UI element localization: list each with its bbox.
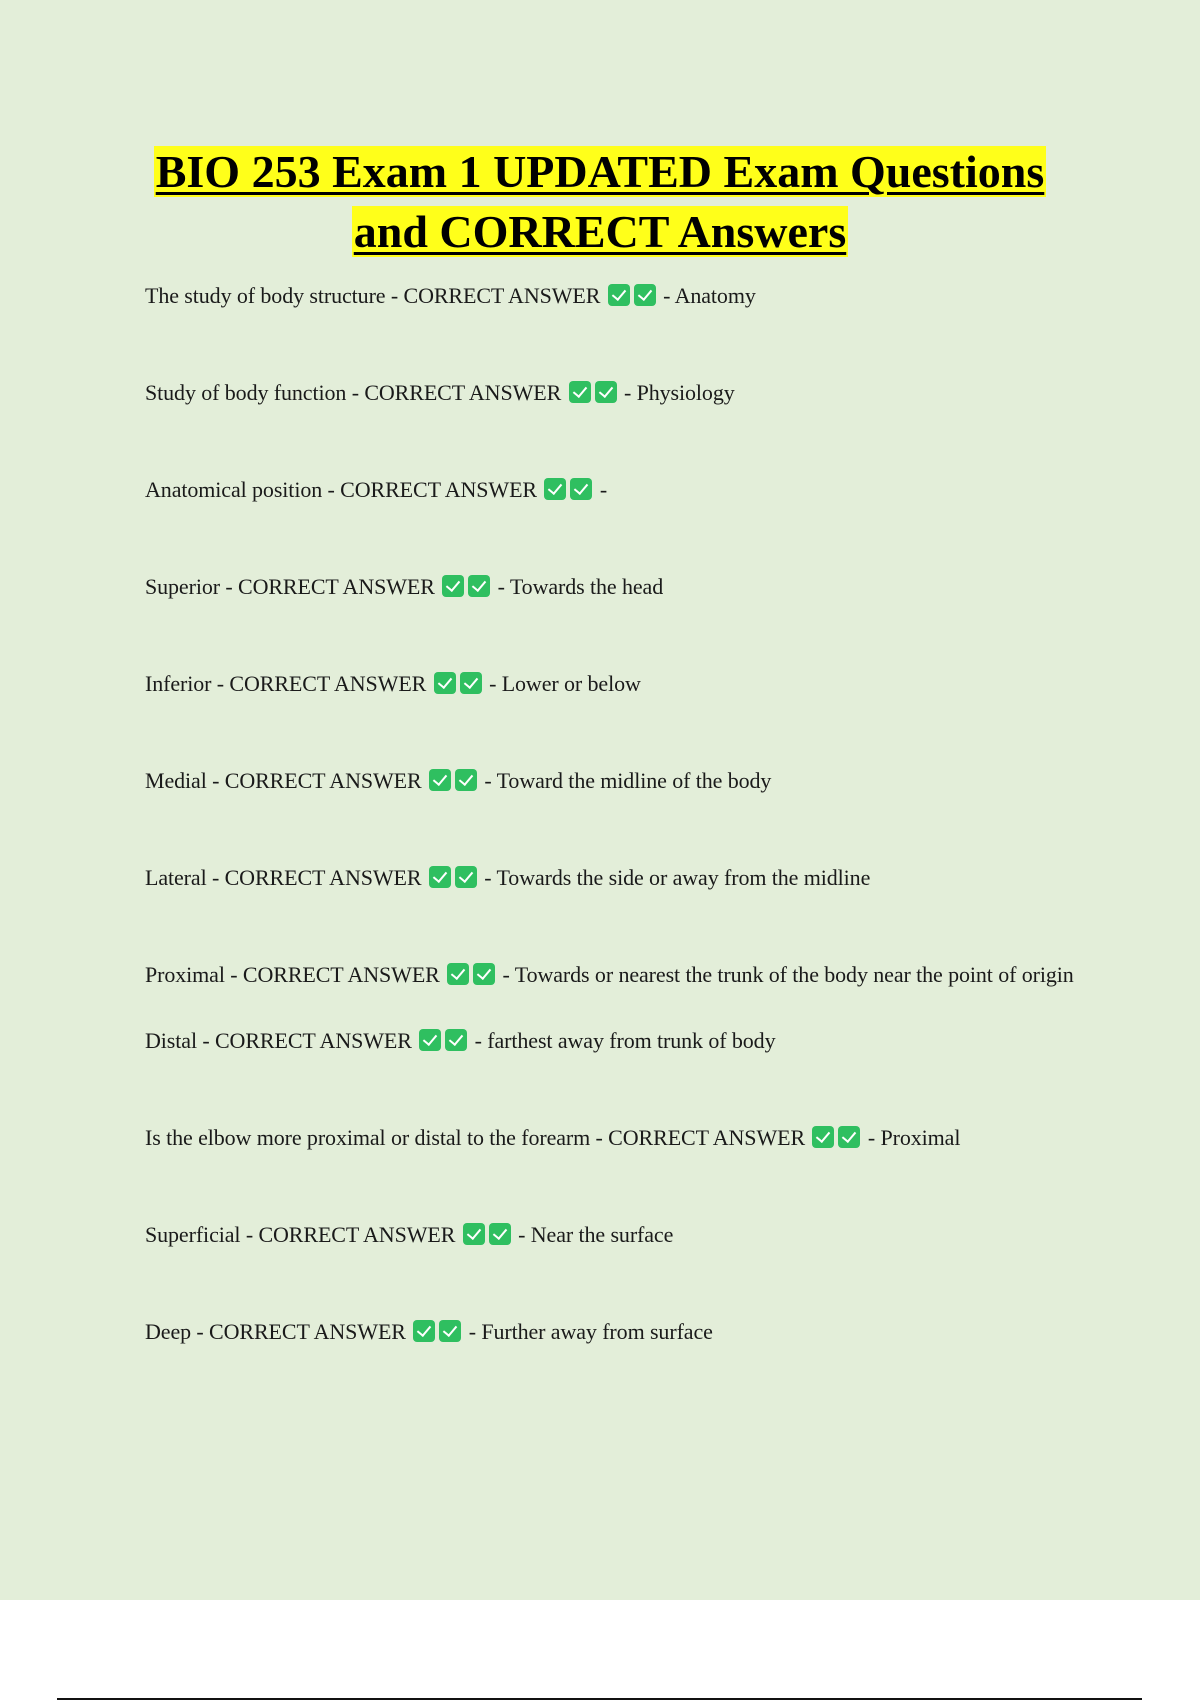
qa-question: Is the elbow more proximal or distal to the forearm - CORRECT ANSWER bbox=[145, 1125, 806, 1150]
check-icon bbox=[608, 284, 630, 306]
check-icon bbox=[460, 672, 482, 694]
title-line-1: BIO 253 Exam 1 UPDATED Exam Questions bbox=[155, 146, 1045, 197]
qa-item bbox=[145, 1025, 1085, 1056]
qa-question: Deep - CORRECT ANSWER bbox=[145, 1319, 406, 1344]
title-line-2: and CORRECT Answers bbox=[353, 206, 847, 257]
check-icon bbox=[419, 1029, 441, 1051]
check-icon bbox=[455, 866, 477, 888]
qa-answer: - Towards the side or away from the midline bbox=[484, 865, 871, 890]
check-icon bbox=[838, 1126, 860, 1148]
qa-item bbox=[145, 765, 1085, 796]
qa-item bbox=[145, 1316, 1085, 1347]
check-icon bbox=[445, 1029, 467, 1051]
qa-item bbox=[145, 1122, 1085, 1153]
qa-list bbox=[145, 280, 1085, 1413]
check-icon bbox=[570, 478, 592, 500]
check-icon bbox=[569, 381, 591, 403]
check-icon bbox=[634, 284, 656, 306]
check-icon bbox=[463, 1223, 485, 1245]
qa-question: Distal - CORRECT ANSWER bbox=[145, 1028, 412, 1053]
qa-answer: - Towards or nearest the trunk of the body near the point of origin bbox=[502, 962, 1074, 987]
qa-question: Medial - CORRECT ANSWER bbox=[145, 768, 422, 793]
document-title bbox=[130, 142, 1070, 262]
qa-item bbox=[145, 474, 1085, 505]
qa-item bbox=[145, 862, 1085, 893]
qa-question: Study of body function - CORRECT ANSWER bbox=[145, 380, 562, 405]
qa-item bbox=[145, 571, 1085, 602]
check-icon bbox=[429, 866, 451, 888]
check-icon bbox=[434, 672, 456, 694]
qa-answer: - Towards the head bbox=[497, 574, 664, 599]
check-icon bbox=[413, 1320, 435, 1342]
qa-item bbox=[145, 668, 1085, 699]
qa-answer: - bbox=[599, 477, 608, 502]
check-icon bbox=[812, 1126, 834, 1148]
qa-question: Superior - CORRECT ANSWER bbox=[145, 574, 435, 599]
qa-answer: - Proximal bbox=[867, 1125, 961, 1150]
qa-answer: - Toward the midline of the body bbox=[484, 768, 772, 793]
check-icon bbox=[455, 769, 477, 791]
qa-question: The study of body structure - CORRECT ANSWER bbox=[145, 283, 601, 308]
qa-question: Proximal - CORRECT ANSWER bbox=[145, 962, 440, 987]
qa-answer: - Lower or below bbox=[489, 671, 641, 696]
qa-question: Lateral - CORRECT ANSWER bbox=[145, 865, 422, 890]
qa-item bbox=[145, 280, 1085, 311]
check-icon bbox=[489, 1223, 511, 1245]
check-icon bbox=[468, 575, 490, 597]
check-icon bbox=[439, 1320, 461, 1342]
check-icon bbox=[429, 769, 451, 791]
qa-question: Anatomical position - CORRECT ANSWER bbox=[145, 477, 537, 502]
qa-item bbox=[145, 959, 1085, 990]
qa-item bbox=[145, 1219, 1085, 1250]
qa-question: Inferior - CORRECT ANSWER bbox=[145, 671, 427, 696]
check-icon bbox=[544, 478, 566, 500]
qa-question: Superficial - CORRECT ANSWER bbox=[145, 1222, 456, 1247]
qa-answer: - Anatomy bbox=[663, 283, 756, 308]
check-icon bbox=[595, 381, 617, 403]
check-icon bbox=[447, 963, 469, 985]
qa-answer: - Further away from surface bbox=[468, 1319, 713, 1344]
qa-answer: - farthest away from trunk of body bbox=[474, 1028, 776, 1053]
qa-answer: - Physiology bbox=[623, 380, 735, 405]
qa-item bbox=[145, 377, 1085, 408]
check-icon bbox=[442, 575, 464, 597]
qa-answer: - Near the surface bbox=[518, 1222, 674, 1247]
check-icon bbox=[473, 963, 495, 985]
